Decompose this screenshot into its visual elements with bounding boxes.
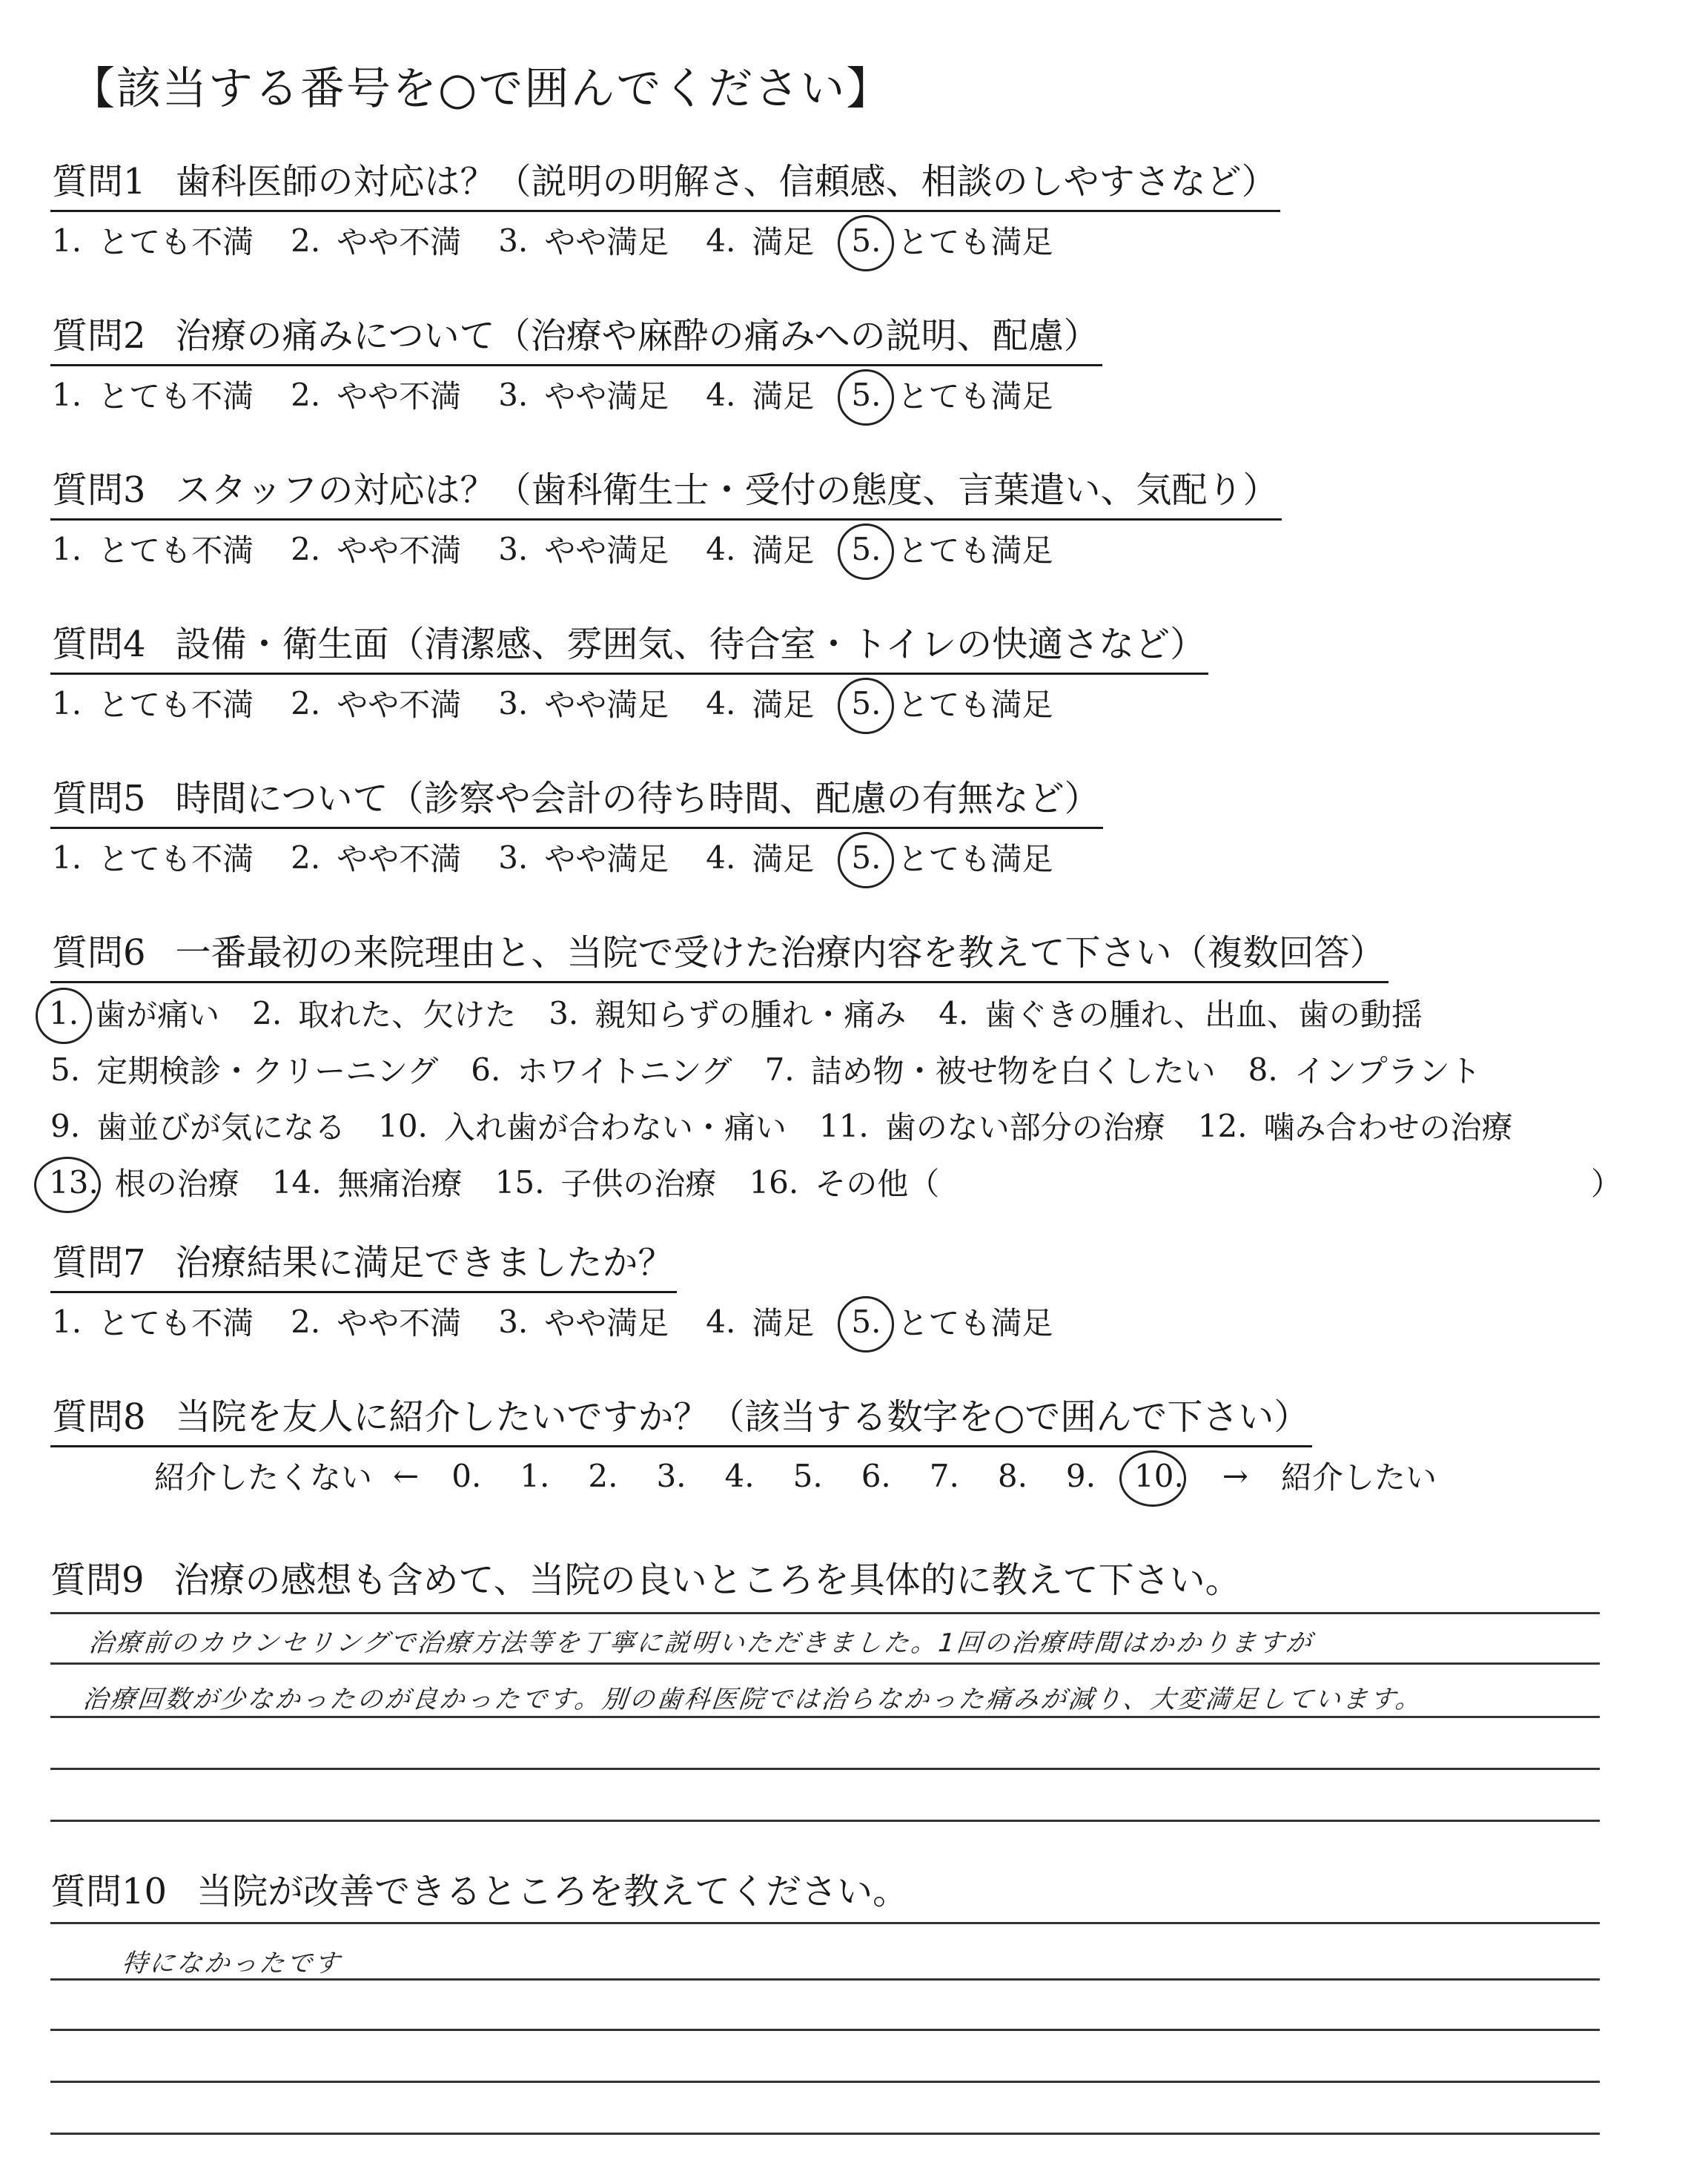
option-number: 1.: [49, 994, 79, 1031]
option-label: その他（: [815, 1166, 940, 1203]
option-label: とても満足: [897, 1305, 1053, 1342]
option-5-selected[interactable]: [851, 1299, 1053, 1344]
rating-options: [50, 218, 1280, 262]
option-1-selected[interactable]: [49, 991, 219, 1035]
option-2[interactable]: [252, 991, 516, 1035]
option-label: 歯ぐきの腫れ、出血、歯の動揺: [984, 997, 1423, 1034]
option-number: 9.: [1065, 1457, 1096, 1494]
option-number: 8.: [997, 1457, 1027, 1494]
instruction-header: 【該当する番号を○で囲んでください】: [70, 63, 893, 115]
question-label: 質問9: [50, 1559, 145, 1601]
option-label: とても満足: [897, 687, 1053, 724]
option-4[interactable]: [706, 218, 814, 262]
option-5-selected[interactable]: [851, 526, 1053, 571]
option-label: とても満足: [897, 841, 1053, 878]
option-2[interactable]: [291, 681, 461, 725]
option-number: 1.: [52, 530, 82, 567]
option-label: 詰め物・被せ物を白くしたい: [810, 1053, 1216, 1090]
scale-option-3[interactable]: [656, 1458, 686, 1494]
answer-line: [50, 2029, 1600, 2031]
option-3[interactable]: [498, 681, 669, 725]
option-label: やや満足: [544, 532, 669, 569]
option-number: 9.: [50, 1107, 81, 1144]
option-number: 2.: [291, 222, 321, 259]
option-number: 5.: [50, 1051, 81, 1088]
option-number: 1.: [52, 839, 82, 876]
question-text: 治療の痛みについて（治療や麻酔の痛みへの説明、配慮）: [175, 315, 1099, 357]
question-label: 質問2: [52, 315, 146, 357]
option-label: やや不満: [337, 841, 462, 878]
handwritten-answer-line-2: 治療回数が少なかったのが良かったです。別の歯科医院では治らなかった痛みが減り、大変満足しています。: [81, 1685, 1425, 1714]
option-number: 0.: [451, 1457, 482, 1494]
option-number: 3.: [498, 222, 529, 259]
handwritten-answer-line-1: 特になかったです: [120, 1949, 343, 1978]
option-number: 5.: [851, 839, 881, 876]
option-5-selected[interactable]: [851, 681, 1053, 725]
option-number: 3.: [498, 1303, 529, 1340]
answer-line: [50, 1662, 1600, 1665]
question-5: [50, 779, 1103, 879]
option-label: 入れ歯が合わない・痛い: [443, 1109, 787, 1146]
option-row: [49, 991, 1455, 1035]
question-text: 治療結果に満足できましたか？: [175, 1242, 674, 1284]
multi-choice-options: [50, 988, 1681, 1218]
option-number: 1.: [52, 222, 82, 259]
option-number: 1.: [52, 1303, 82, 1340]
option-label: とても満足: [897, 224, 1053, 261]
option-number: 4.: [706, 1303, 736, 1340]
rating-options: [50, 526, 1282, 571]
option-label: 満足: [752, 841, 815, 878]
option-label: とても不満: [98, 687, 254, 724]
option-1[interactable]: [52, 526, 254, 571]
option-number: 2.: [291, 839, 321, 876]
option-4[interactable]: [706, 835, 814, 879]
option-label: 親知らずの腫れ・痛み: [595, 997, 907, 1034]
option-number: 7.: [764, 1051, 795, 1088]
option-row: [50, 1103, 1546, 1148]
option-6[interactable]: [471, 1047, 732, 1091]
answer-line: [50, 1612, 1600, 1614]
option-label: やや不満: [337, 378, 462, 415]
option-2[interactable]: [291, 1299, 461, 1344]
option-label: やや不満: [337, 687, 462, 724]
answer-line: [50, 2133, 1600, 2135]
answer-line: [50, 1922, 1600, 1924]
option-label: 満足: [752, 1305, 815, 1342]
option-1[interactable]: [52, 835, 254, 879]
question-label: 質問3: [52, 469, 146, 511]
option-label: とても不満: [98, 224, 254, 261]
scale-option-2[interactable]: [588, 1458, 618, 1494]
option-9[interactable]: [50, 1103, 345, 1148]
scale-option-7[interactable]: [930, 1458, 959, 1494]
option-label: 噛み合わせの治療: [1263, 1109, 1513, 1146]
scale-option-10-selected[interactable]: [1134, 1458, 1184, 1494]
option-number: 6.: [861, 1457, 891, 1494]
left-arrow-icon: ←: [393, 1457, 420, 1494]
option-1[interactable]: [52, 1299, 254, 1344]
option-5-selected[interactable]: [851, 372, 1053, 417]
option-number: 12.: [1197, 1107, 1248, 1144]
option-label: とても不満: [98, 378, 254, 415]
scale-left-label: 紹介したくない: [154, 1459, 373, 1496]
option-label: 子供の治療: [560, 1166, 717, 1203]
option-label: とても満足: [897, 532, 1053, 569]
question-text: 歯科医師の対応は？（説明の明解さ、信頼感、相談のしやすさなど）: [175, 161, 1277, 202]
question-8: [50, 1397, 1437, 1498]
option-number: 3.: [498, 839, 529, 876]
option-number: 1.: [52, 376, 82, 413]
option-number: 1.: [520, 1457, 550, 1494]
scale-option-9[interactable]: [1066, 1458, 1096, 1494]
other-close-paren: ）: [1591, 1166, 1623, 1203]
option-label: とても不満: [98, 841, 254, 878]
question-title: [50, 470, 1282, 521]
option-number: 3.: [498, 684, 529, 721]
question-text: 設備・衛生面（清潔感、雰囲気、待合室・トイレの快適さなど）: [175, 624, 1206, 665]
question-title: [50, 1551, 1241, 1602]
option-14[interactable]: [272, 1160, 463, 1204]
handwritten-answer-line-1: 治療前のカウンセリングで治療方法等を丁寧に説明いただきました。1回の治療時間はかかりますが: [87, 1628, 1315, 1658]
option-number: 11.: [818, 1107, 869, 1144]
option-label: やや満足: [544, 687, 669, 724]
option-label: 歯並びが気になる: [96, 1109, 346, 1146]
option-number: 3.: [498, 530, 529, 567]
option-number: 5.: [851, 222, 881, 259]
answer-line: [50, 1716, 1600, 1718]
option-label: 歯のない部分の治療: [884, 1109, 1165, 1146]
question-label: 質問1: [52, 161, 146, 202]
question-title: [50, 933, 1388, 983]
question-title: [50, 316, 1102, 366]
option-3[interactable]: [498, 372, 669, 417]
option-4[interactable]: [939, 991, 1423, 1035]
option-number: 10.: [378, 1107, 428, 1144]
option-number: 1.: [52, 684, 82, 721]
question-title: [50, 624, 1208, 675]
rating-options: [50, 681, 1208, 725]
question-label: 質問5: [52, 778, 146, 819]
question-label: 質問10: [50, 1871, 168, 1912]
question-title: [50, 779, 1103, 829]
scale-option-8[interactable]: [998, 1458, 1027, 1494]
option-2[interactable]: [291, 526, 461, 571]
option-number: 4.: [706, 530, 736, 567]
option-13-selected[interactable]: [49, 1160, 239, 1204]
option-label: やや満足: [544, 841, 669, 878]
scale-option-1[interactable]: [520, 1458, 549, 1494]
question-9: [50, 1551, 1241, 1602]
option-3[interactable]: [549, 991, 906, 1035]
option-number: 2.: [588, 1457, 618, 1494]
scale-option-5[interactable]: [793, 1458, 823, 1494]
option-number: 5.: [792, 1457, 823, 1494]
option-3[interactable]: [498, 1299, 669, 1344]
option-label: 満足: [752, 378, 815, 415]
option-1[interactable]: [52, 218, 254, 262]
answer-line: [50, 1978, 1600, 1981]
option-3[interactable]: [498, 218, 669, 262]
option-number: 2.: [252, 994, 282, 1031]
question-10: [50, 1863, 908, 1914]
option-label: 取れた、欠けた: [298, 997, 517, 1034]
answer-line: [50, 2081, 1600, 2083]
question-4: [50, 624, 1208, 725]
option-row: [49, 1160, 972, 1204]
option-number: 3.: [656, 1457, 686, 1494]
question-2: [50, 316, 1102, 417]
option-number: 6.: [471, 1051, 501, 1088]
option-11[interactable]: [819, 1103, 1165, 1148]
option-number: 4.: [706, 839, 736, 876]
option-label: とても不満: [98, 532, 254, 569]
question-title: [50, 162, 1280, 212]
question-text: 当院が改善できるところを教えてください。: [196, 1871, 909, 1912]
question-label: 質問4: [52, 624, 146, 665]
option-number: 4.: [724, 1457, 755, 1494]
option-4[interactable]: [706, 372, 814, 417]
option-label: ホワイトニング: [517, 1053, 732, 1090]
option-number: 5.: [851, 684, 881, 721]
option-4[interactable]: [706, 526, 814, 571]
right-arrow-icon: →: [1222, 1457, 1248, 1494]
question-title: [50, 1243, 677, 1293]
option-number: 14.: [271, 1163, 322, 1200]
option-label: 定期検診・クリーニング: [96, 1053, 439, 1090]
question-text: 時間について（診察や会計の待ち時間、配慮の有無など）: [175, 778, 1100, 819]
answer-line: [50, 1768, 1600, 1770]
option-row: [50, 1047, 1514, 1091]
option-number: 4.: [706, 222, 736, 259]
option-number: 10.: [1134, 1457, 1184, 1494]
option-number: 3.: [549, 994, 579, 1031]
option-label: 満足: [752, 532, 815, 569]
option-number: 5.: [851, 530, 881, 567]
option-4[interactable]: [706, 681, 814, 725]
question-text: 当院を友人に紹介したいですか？（該当する数字を○で囲んで下さい）: [175, 1396, 1310, 1438]
option-label: 満足: [752, 687, 815, 724]
option-16-other[interactable]: [749, 1160, 939, 1204]
option-3[interactable]: [498, 526, 669, 571]
option-number: 3.: [498, 376, 529, 413]
rating-options: [50, 372, 1102, 417]
option-label: とても満足: [897, 378, 1053, 415]
option-number: 8.: [1248, 1051, 1278, 1088]
option-3[interactable]: [498, 835, 669, 879]
option-2[interactable]: [291, 218, 461, 262]
scale-option-0[interactable]: [451, 1458, 481, 1494]
question-7: [50, 1243, 1090, 1344]
option-label: やや不満: [337, 1305, 462, 1342]
option-number: 15.: [494, 1163, 545, 1200]
option-label: やや満足: [544, 1305, 669, 1342]
option-5[interactable]: [50, 1047, 438, 1091]
question-title: [50, 1863, 908, 1914]
option-5-selected[interactable]: [851, 835, 1053, 879]
question-text: 治療の感想も含めて、当院の良いところを具体的に教えて下さい。: [173, 1559, 1241, 1601]
question-label: 質問7: [52, 1242, 146, 1284]
option-number: 7.: [929, 1457, 959, 1494]
scale-option-6[interactable]: [861, 1458, 891, 1494]
question-title: [50, 1397, 1312, 1447]
option-8[interactable]: [1248, 1047, 1481, 1091]
option-label: やや不満: [337, 532, 462, 569]
option-number: 5.: [851, 1303, 881, 1340]
option-number: 2.: [291, 530, 321, 567]
question-label: 質問6: [52, 932, 146, 974]
option-label: インプラント: [1294, 1053, 1481, 1090]
option-number: 2.: [291, 684, 321, 721]
option-label: とても不満: [98, 1305, 254, 1342]
question-6: [50, 933, 1681, 1218]
option-4[interactable]: [706, 1299, 814, 1344]
option-1[interactable]: [52, 372, 254, 417]
option-number: 16.: [749, 1163, 799, 1200]
answer-line: [50, 1820, 1600, 1822]
option-10[interactable]: [378, 1103, 787, 1148]
question-text: 一番最初の来院理由と、当院で受けた治療内容を教えて下さい（複数回答）: [175, 932, 1386, 974]
option-1[interactable]: [52, 681, 254, 725]
option-2[interactable]: [291, 835, 461, 879]
question-1: [50, 162, 1280, 262]
option-label: やや不満: [337, 224, 462, 261]
option-2[interactable]: [291, 372, 461, 417]
option-number: 2.: [291, 376, 321, 413]
option-12[interactable]: [1198, 1103, 1513, 1148]
option-label: 無痛治療: [337, 1166, 463, 1203]
option-label: 歯が痛い: [95, 997, 220, 1034]
option-number: 4.: [939, 994, 969, 1031]
option-label: 根の治療: [114, 1166, 239, 1203]
option-number: 13.: [49, 1163, 99, 1200]
scale-right-label: 紹介したい: [1281, 1459, 1437, 1496]
option-number: 5.: [851, 376, 881, 413]
option-number: 4.: [706, 376, 736, 413]
option-5-selected[interactable]: [851, 218, 1053, 262]
scale-option-4[interactable]: [725, 1458, 755, 1494]
option-number: 4.: [706, 684, 736, 721]
option-label: 満足: [752, 224, 815, 261]
option-number: 2.: [291, 1303, 321, 1340]
question-3: [50, 470, 1282, 571]
option-15[interactable]: [495, 1160, 717, 1204]
option-label: やや満足: [544, 224, 669, 261]
option-7[interactable]: [765, 1047, 1216, 1091]
rating-options: [50, 835, 1103, 879]
rating-options: [50, 1299, 1090, 1344]
question-label: 質問8: [52, 1396, 146, 1438]
option-label: やや満足: [544, 378, 669, 415]
question-text: スタッフの対応は？（歯科衛生士・受付の態度、言葉遣い、気配り）: [175, 469, 1279, 511]
recommend-scale: [50, 1453, 1437, 1498]
